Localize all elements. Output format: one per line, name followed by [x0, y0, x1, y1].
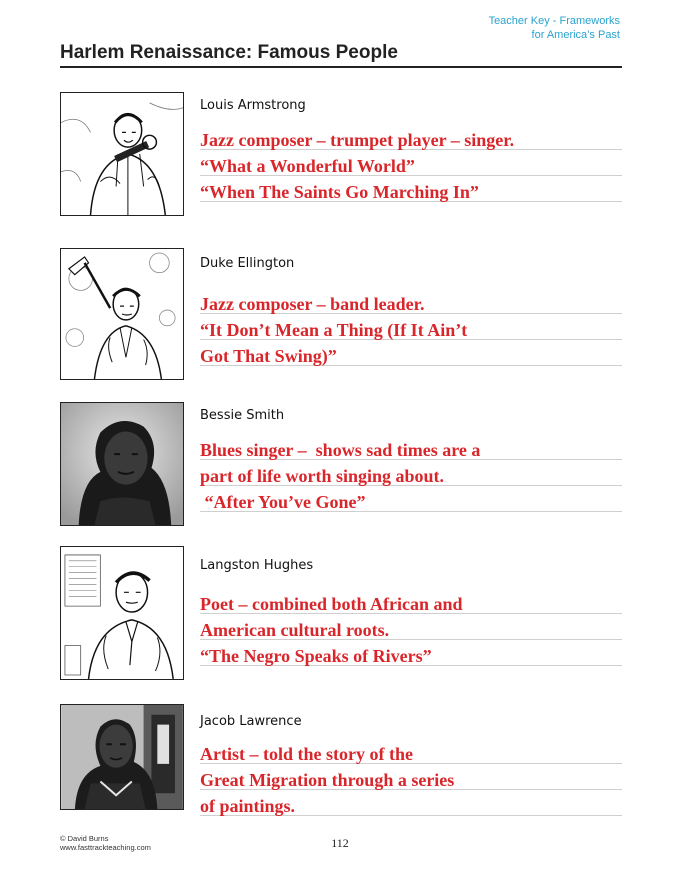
description-line: [200, 764, 622, 790]
sketch-portrait-icon: [61, 547, 183, 679]
description-line: [200, 738, 622, 764]
person-name: Bessie Smith: [200, 408, 285, 423]
description-text: part of life worth singing about.: [200, 466, 445, 486]
description-line: [200, 460, 622, 486]
description-text: Poet – combined both African and: [200, 594, 463, 614]
description-lines: [200, 738, 622, 816]
teacher-key-label: [489, 14, 620, 42]
teacher-key-line2: for America’s Past: [531, 29, 620, 41]
description-lines: [200, 288, 622, 366]
photo-portrait-icon: [61, 705, 183, 809]
description-line: [200, 124, 622, 150]
description-text: “It Don’t Mean a Thing (If It Ain’t: [200, 320, 468, 340]
description-text: “After You’ve Gone”: [200, 492, 366, 512]
bessie-smith-portrait: [60, 402, 184, 526]
sketch-portrait-icon: [61, 93, 183, 215]
duke-ellington-portrait: [60, 248, 184, 380]
description-text: of paintings.: [200, 796, 296, 816]
description-text: Artist – told the story of the: [200, 744, 413, 764]
person-name: Duke Ellington: [200, 256, 295, 271]
description-line: [200, 340, 622, 366]
credit-author: © David Burns: [60, 834, 109, 843]
description-line: [200, 790, 622, 816]
person-name: Jacob Lawrence: [200, 714, 302, 729]
description-text: Great Migration through a series: [200, 770, 455, 790]
description-text: Jazz composer – trumpet player – singer.: [200, 130, 515, 150]
page-title: Harlem Renaissance: Famous People: [60, 42, 398, 63]
description-line: [200, 288, 622, 314]
jacob-lawrence-portrait: [60, 704, 184, 810]
description-line: [200, 486, 622, 512]
description-line: [200, 614, 622, 640]
description-line: [200, 588, 622, 614]
langston-hughes-portrait: [60, 546, 184, 680]
description-line: [200, 314, 622, 340]
description-line: [200, 434, 622, 460]
title-divider: [60, 66, 622, 68]
description-line: [200, 640, 622, 666]
page-number: 112: [331, 836, 349, 850]
credit-website: www.fasttrackteaching.com: [60, 843, 151, 852]
description-line: [200, 150, 622, 176]
description-text: Got That Swing)”: [200, 346, 337, 366]
description-text: “What a Wonderful World”: [200, 156, 415, 176]
description-text: Jazz composer – band leader.: [200, 294, 425, 314]
person-name: Langston Hughes: [200, 558, 314, 573]
description-text: Blues singer – shows sad times are a: [200, 440, 481, 460]
sketch-portrait-icon: [61, 249, 183, 379]
description-line: [200, 176, 622, 202]
description-lines: [200, 124, 622, 202]
description-lines: [200, 588, 622, 666]
teacher-key-line1: Teacher Key - Frameworks: [488, 15, 620, 27]
person-name: Louis Armstrong: [200, 98, 306, 113]
description-text: “The Negro Speaks of Rivers”: [200, 646, 432, 666]
louis-armstrong-portrait: [60, 92, 184, 216]
description-lines: [200, 434, 622, 512]
photo-portrait-icon: [61, 403, 183, 525]
description-text: American cultural roots.: [200, 620, 390, 640]
description-text: “When The Saints Go Marching In”: [200, 182, 479, 202]
